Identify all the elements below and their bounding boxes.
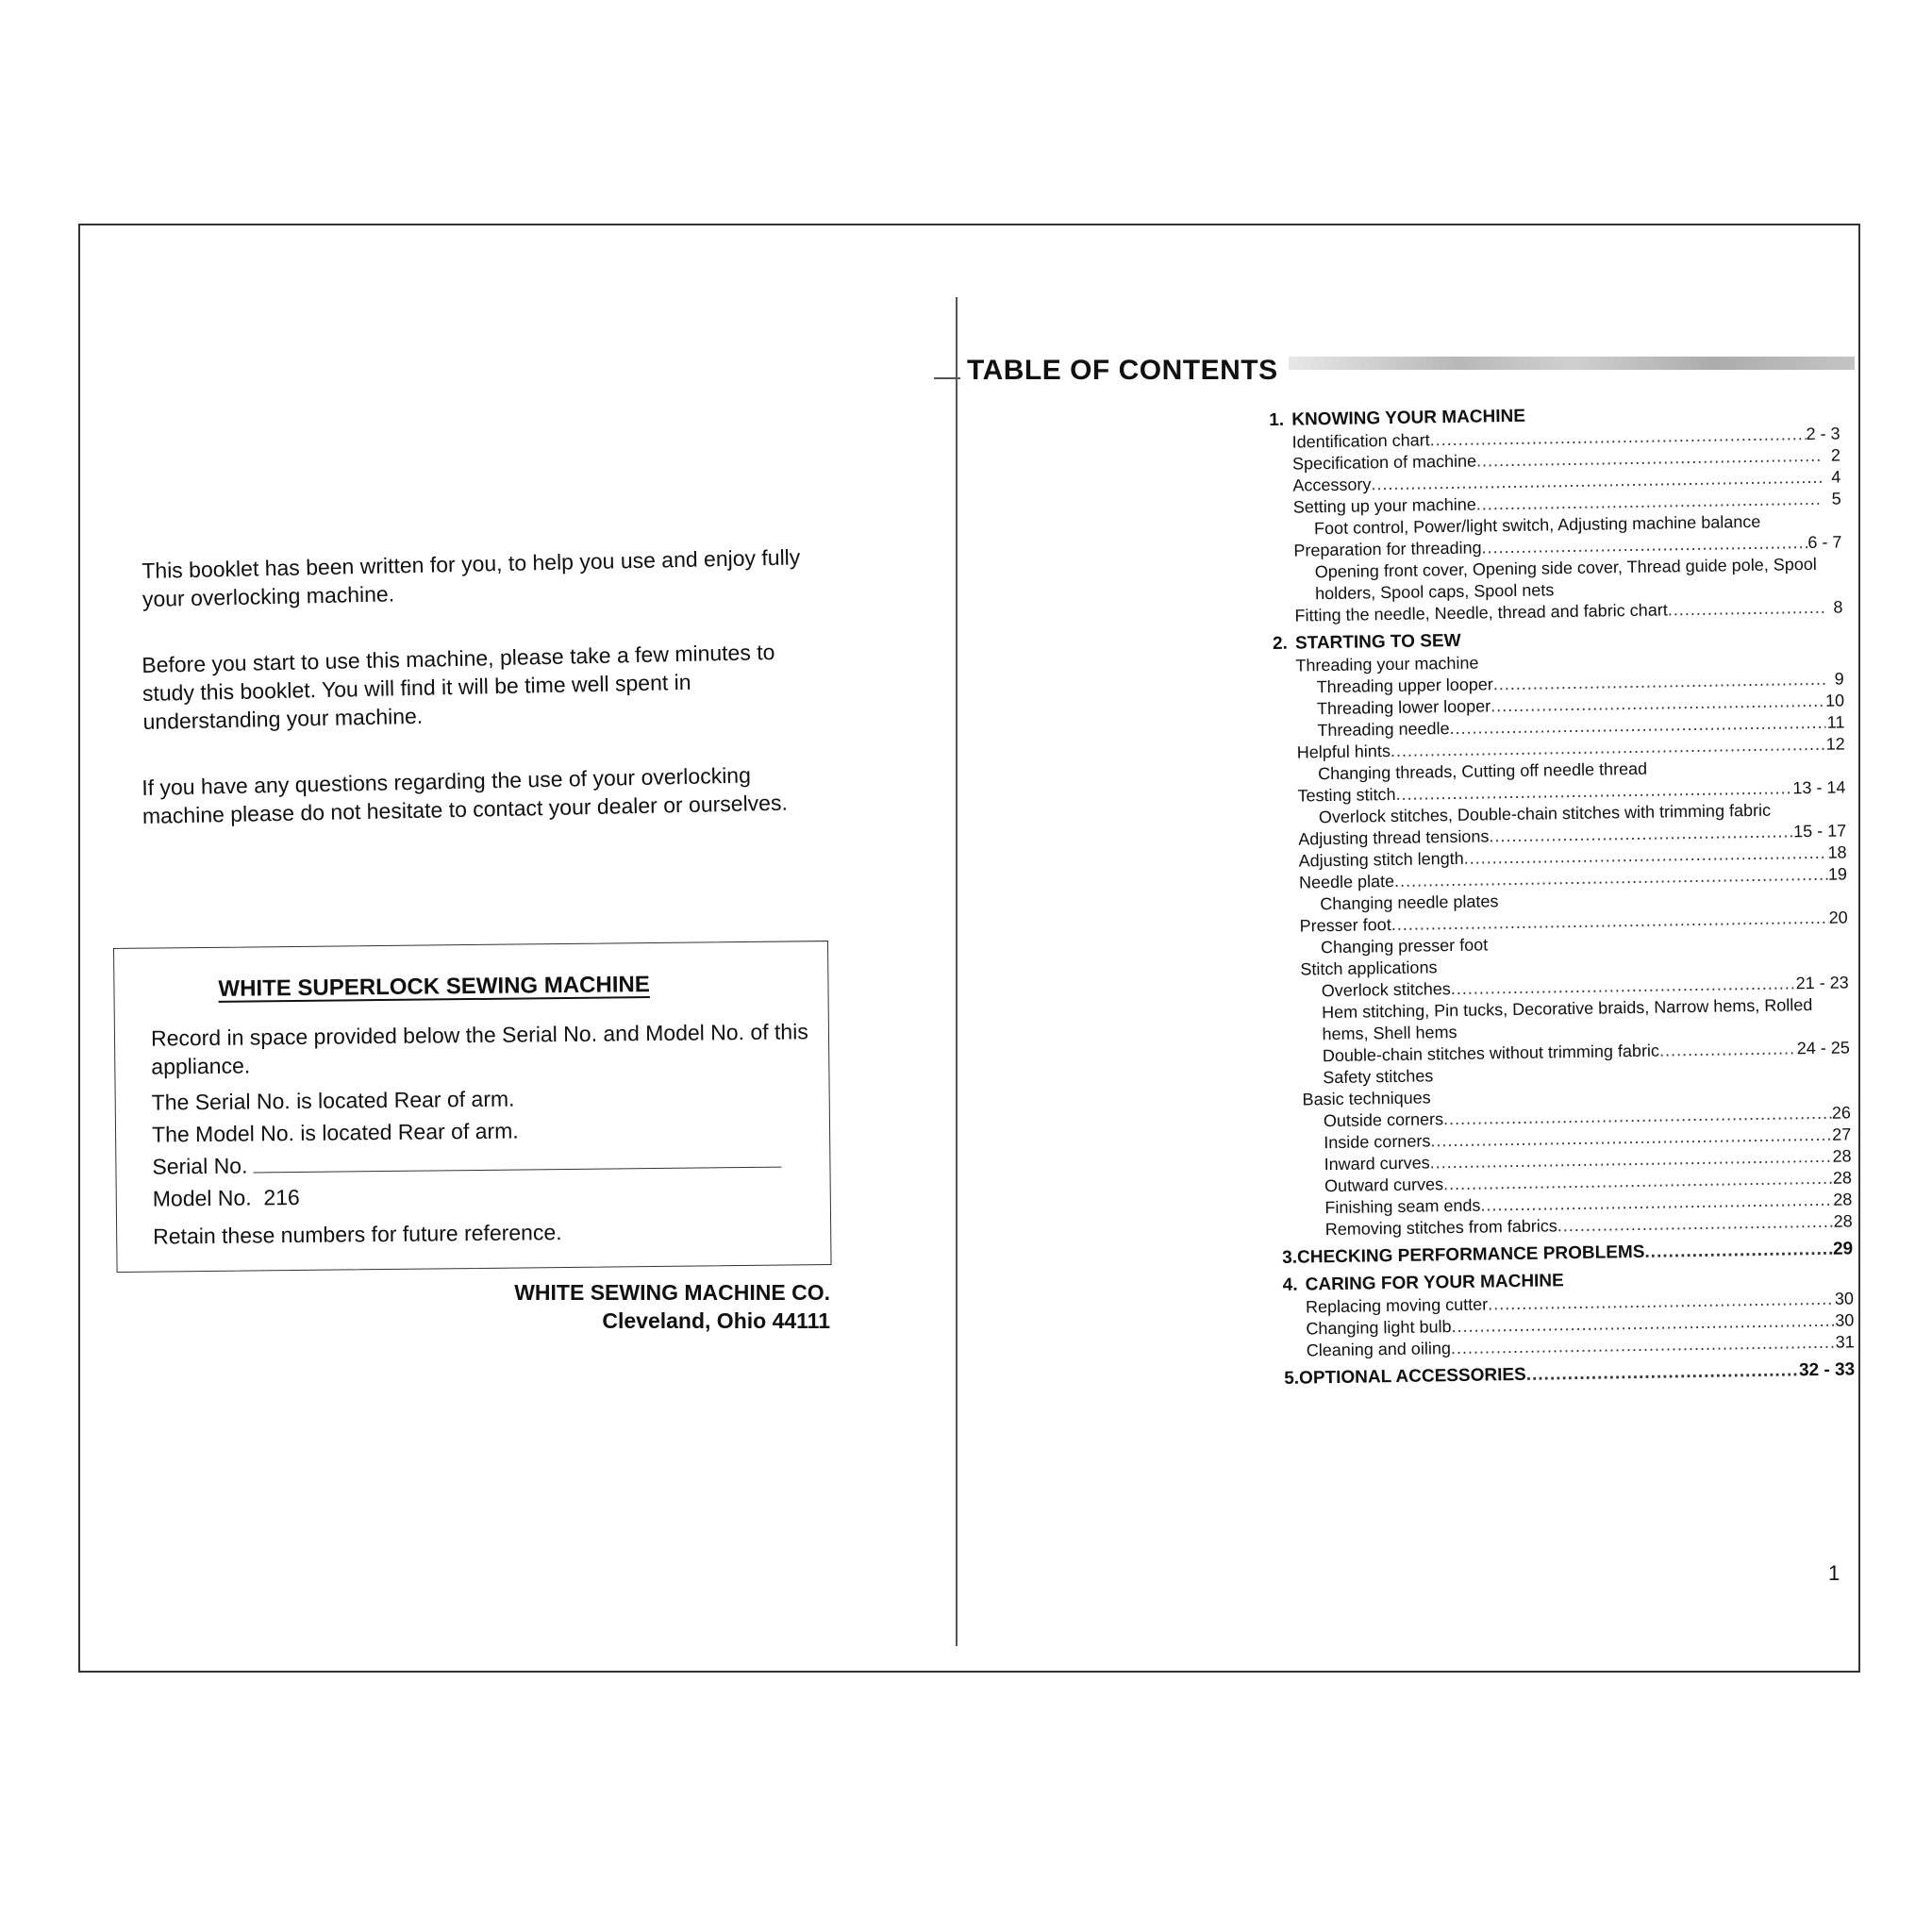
entry-page: 4 <box>1831 467 1841 487</box>
entry-label: Outward curves <box>1324 1174 1444 1196</box>
leader-dots <box>1668 597 1824 622</box>
model-location: The Model No. is located Rear of arm. <box>151 1118 519 1147</box>
entry-label: Needle plate <box>1298 871 1395 892</box>
entry-page: 30 <box>1835 1310 1855 1330</box>
section-number: 3. <box>1282 1247 1298 1268</box>
entry-label: Threading needle <box>1317 719 1450 741</box>
entry-label: Double-chain stitches without trimming fabric <box>1322 1041 1660 1066</box>
entry-label: Specification of machine <box>1291 451 1477 474</box>
entry-label: Adjusting stitch length <box>1298 848 1464 871</box>
toc-subtopics: Changing threads, Cutting off needle thread <box>1318 758 1648 784</box>
entry-label: Fitting the needle, Needle, thread and fabric chart <box>1294 600 1668 625</box>
record-instruction: Record in space provided below the Serial No. and Model No. of this appliance. <box>150 1019 808 1079</box>
section-title: CARING FOR YOUR MACHINE <box>1305 1271 1564 1295</box>
entry-page: 18 <box>1827 842 1847 862</box>
entry-page: 6 - 7 <box>1807 532 1842 553</box>
entry-page: 12 <box>1825 734 1845 754</box>
entry-page: 2 - 3 <box>1806 424 1840 444</box>
toc-subtopics: Opening front cover, Opening side cover, Thread guide pole, Spool holders, Spool caps, Spool nets <box>1314 554 1817 604</box>
serial-label: Serial No. <box>152 1153 248 1179</box>
entry-label: Adjusting thread tensions <box>1298 826 1490 849</box>
section-title: OPTIONAL ACCESSORIES <box>1298 1364 1526 1389</box>
model-value: 216 <box>263 1184 300 1210</box>
company-name: WHITE SEWING MACHINE CO. <box>514 1280 830 1305</box>
page-number: 1 <box>1828 1561 1840 1585</box>
entry-page: 5 <box>1831 489 1841 508</box>
entry-label: Inside corners <box>1324 1131 1431 1153</box>
serial-location: The Serial No. is located Rear of arm. <box>151 1086 515 1115</box>
contact-paragraph: If you have any questions regarding the use of your overlocking machine please do not hesitate to contact your dealer or ourselves. <box>142 762 789 828</box>
leader-dots <box>1659 1038 1797 1061</box>
toc-subtopics: Overlock stitches, Double-chain stitches with trimming fabric <box>1318 800 1772 827</box>
entry-label: Presser foot <box>1299 915 1391 936</box>
entry-page: 10 <box>1824 691 1845 710</box>
toc-subtopics: Changing needle plates <box>1320 891 1499 914</box>
entry-page: 28 <box>1832 1146 1852 1166</box>
entry-label: Outside corners <box>1323 1109 1444 1131</box>
entry-page: 28 <box>1833 1211 1853 1231</box>
leader-dots <box>1526 1359 1800 1386</box>
entry-label: Inward curves <box>1324 1153 1430 1174</box>
leader-dots <box>1557 1211 1834 1238</box>
title-decorative-band <box>1289 357 1855 370</box>
entry-page: 2 <box>1830 445 1841 465</box>
entry-label: Removing stitches from fabrics <box>1324 1216 1557 1240</box>
entry-label: Cleaning and oiling <box>1306 1339 1452 1360</box>
toc-subtopics: Changing presser foot <box>1320 935 1489 958</box>
entry-page: 13 - 14 <box>1792 777 1846 798</box>
entry-label: Preparation for threading <box>1293 538 1482 560</box>
toc-subtopics: Hem stitching, Pin tucks, Decorative braids, Narrow hems, Rolled hems, Shell hems <box>1321 995 1813 1044</box>
section-number: 5. <box>1284 1368 1300 1389</box>
entry-label: Replacing moving cutter <box>1305 1294 1489 1317</box>
entry-page: 30 <box>1834 1289 1855 1308</box>
model-field <box>153 1177 813 1212</box>
serial-blank-line <box>253 1167 781 1174</box>
company-address <box>514 1278 830 1335</box>
model-label: Model No. <box>152 1185 252 1211</box>
entry-page: 27 <box>1832 1124 1852 1144</box>
toc-subtopics: Stitch applications <box>1300 958 1438 979</box>
registration-box-title: WHITE SUPERLOCK SEWING MACHINE <box>218 972 650 1002</box>
section-title: CHECKING PERFORMANCE PROBLEMS <box>1296 1241 1645 1268</box>
entry-page: 11 <box>1826 712 1845 732</box>
entry-page: 15 - 17 <box>1792 821 1847 841</box>
title-tick-mark <box>934 377 960 379</box>
toc-subtopics: Foot control, Power/light switch, Adjusting machine balance <box>1313 511 1761 539</box>
entry-page: 21 - 23 <box>1795 973 1849 993</box>
entry-page: 9 <box>1834 669 1844 689</box>
leader-dots <box>1644 1239 1833 1263</box>
entry-page: 24 - 25 <box>1796 1038 1850 1058</box>
section-number: 1. <box>1269 409 1285 430</box>
table-of-contents <box>1269 394 1855 1389</box>
study-paragraph: Before you start to use this machine, please take a few minutes to study this booklet. You will find it will be time well spent in understanding your machine. <box>142 639 775 734</box>
toc-subtopics: Safety stitches <box>1323 1066 1434 1088</box>
section-number: 2. <box>1272 633 1289 654</box>
registration-box <box>113 941 832 1273</box>
entry-page: 8 <box>1833 597 1843 617</box>
entry-page: 28 <box>1832 1168 1853 1188</box>
toc-subtopics: Threading your machine <box>1295 653 1479 675</box>
entry-page: 20 <box>1828 908 1848 927</box>
toc-subtopics: Basic techniques <box>1302 1088 1431 1109</box>
entry-label: Setting up your machine <box>1292 494 1476 517</box>
entry-page: 28 <box>1833 1190 1853 1209</box>
entry-page: 31 <box>1835 1332 1855 1352</box>
entry-label: Changing light bulb <box>1306 1317 1452 1339</box>
toc-title: TABLE OF CONTENTS <box>967 355 1278 386</box>
entry-page: 19 <box>1827 864 1848 884</box>
entry-label: Helpful hints <box>1296 741 1391 762</box>
section-page: 29 <box>1832 1239 1854 1259</box>
entry-page: 26 <box>1831 1103 1852 1123</box>
section-title: STARTING TO SEW <box>1294 630 1461 654</box>
retain-note: Retain these numbers for future reference. <box>153 1220 562 1249</box>
entry-label: Accessory <box>1292 475 1372 495</box>
section-number: 4. <box>1282 1274 1298 1295</box>
entry-label: Testing stitch <box>1297 784 1396 806</box>
page-divider <box>956 297 958 1646</box>
toc-section-heading <box>1282 1238 1853 1269</box>
section-page: 32 - 33 <box>1798 1359 1856 1381</box>
entry-label: Threading upper looper <box>1316 675 1493 697</box>
entry-label: Finishing seam ends <box>1324 1195 1481 1218</box>
section-title: KNOWING YOUR MACHINE <box>1291 406 1526 430</box>
serial-field <box>152 1145 812 1180</box>
entry-label: Threading lower looper <box>1316 696 1491 719</box>
entry-label: Identification chart <box>1291 430 1430 452</box>
company-city: Cleveland, Ohio 44111 <box>602 1308 830 1333</box>
entry-label: Overlock stitches <box>1321 979 1451 1001</box>
intro-paragraph: This booklet has been written for you, to help you use and enjoy fully your overlocking machine. <box>142 544 801 611</box>
